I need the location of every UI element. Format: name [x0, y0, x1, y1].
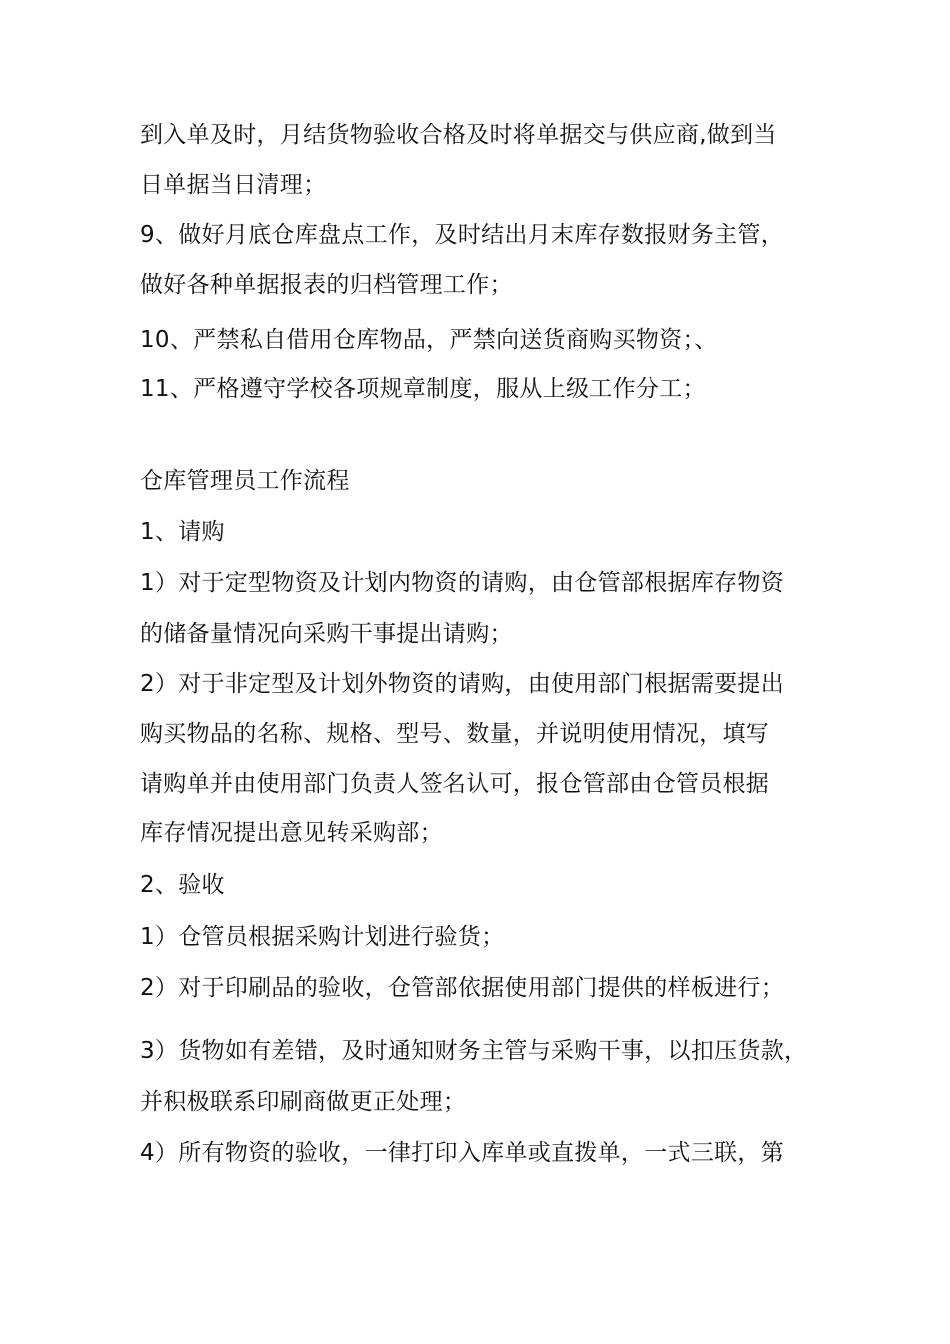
text-line-14: 库存情况提出意见转采购部； [140, 820, 443, 846]
text-line-6: 11、严格遵守学校各项规章制度，服从上级工作分工； [140, 376, 706, 402]
text-line-17: 2）对于印刷品的验收，仓管部依据使用部门提供的样板进行； [140, 975, 785, 1001]
text-line-1: 到入单及时，月结货物验收合格及时将单据交与供应商,做到当 [140, 122, 777, 148]
text-line-15: 2、验收 [140, 872, 225, 898]
text-line-19: 并积极联系印刷商做更正处理； [140, 1089, 467, 1115]
section-heading: 仓库管理员工作流程 [140, 468, 350, 494]
text-line-3: 9、做好月底仓库盘点工作，及时结出月末库存数报财务主管， [140, 222, 785, 248]
text-line-12: 购买物品的名称、规格、型号、数量，并说明使用情况，填写 [140, 721, 770, 747]
text-line-11: 2）对于非定型及计划外物资的请购，由使用部门根据需要提出 [140, 671, 785, 697]
text-line-16: 1）仓管员根据采购计划进行验货； [140, 924, 505, 950]
text-line-4: 做好各种单据报表的归档管理工作； [140, 272, 513, 298]
text-line-13: 请购单并由使用部门负责人签名认可，报仓管部由仓管员根据 [140, 771, 770, 797]
text-line-20: 4）所有物资的验收，一律打印入库单或直拨单，一式三联，第 [140, 1140, 785, 1166]
text-line-8: 1、请购 [140, 519, 225, 545]
text-line-2: 日单据当日清理； [140, 172, 327, 198]
text-line-18: 3）货物如有差错，及时通知财务主管与采购干事，以扣压货款， [140, 1038, 808, 1064]
text-line-9: 1）对于定型物资及计划内物资的请购，由仓管部根据库存物资 [140, 570, 785, 596]
text-line-5: 10、严禁私自借用仓库物品，严禁向送货商购买物资；、 [140, 327, 718, 353]
text-line-10: 的储备量情况向采购干事提出请购； [140, 621, 513, 647]
